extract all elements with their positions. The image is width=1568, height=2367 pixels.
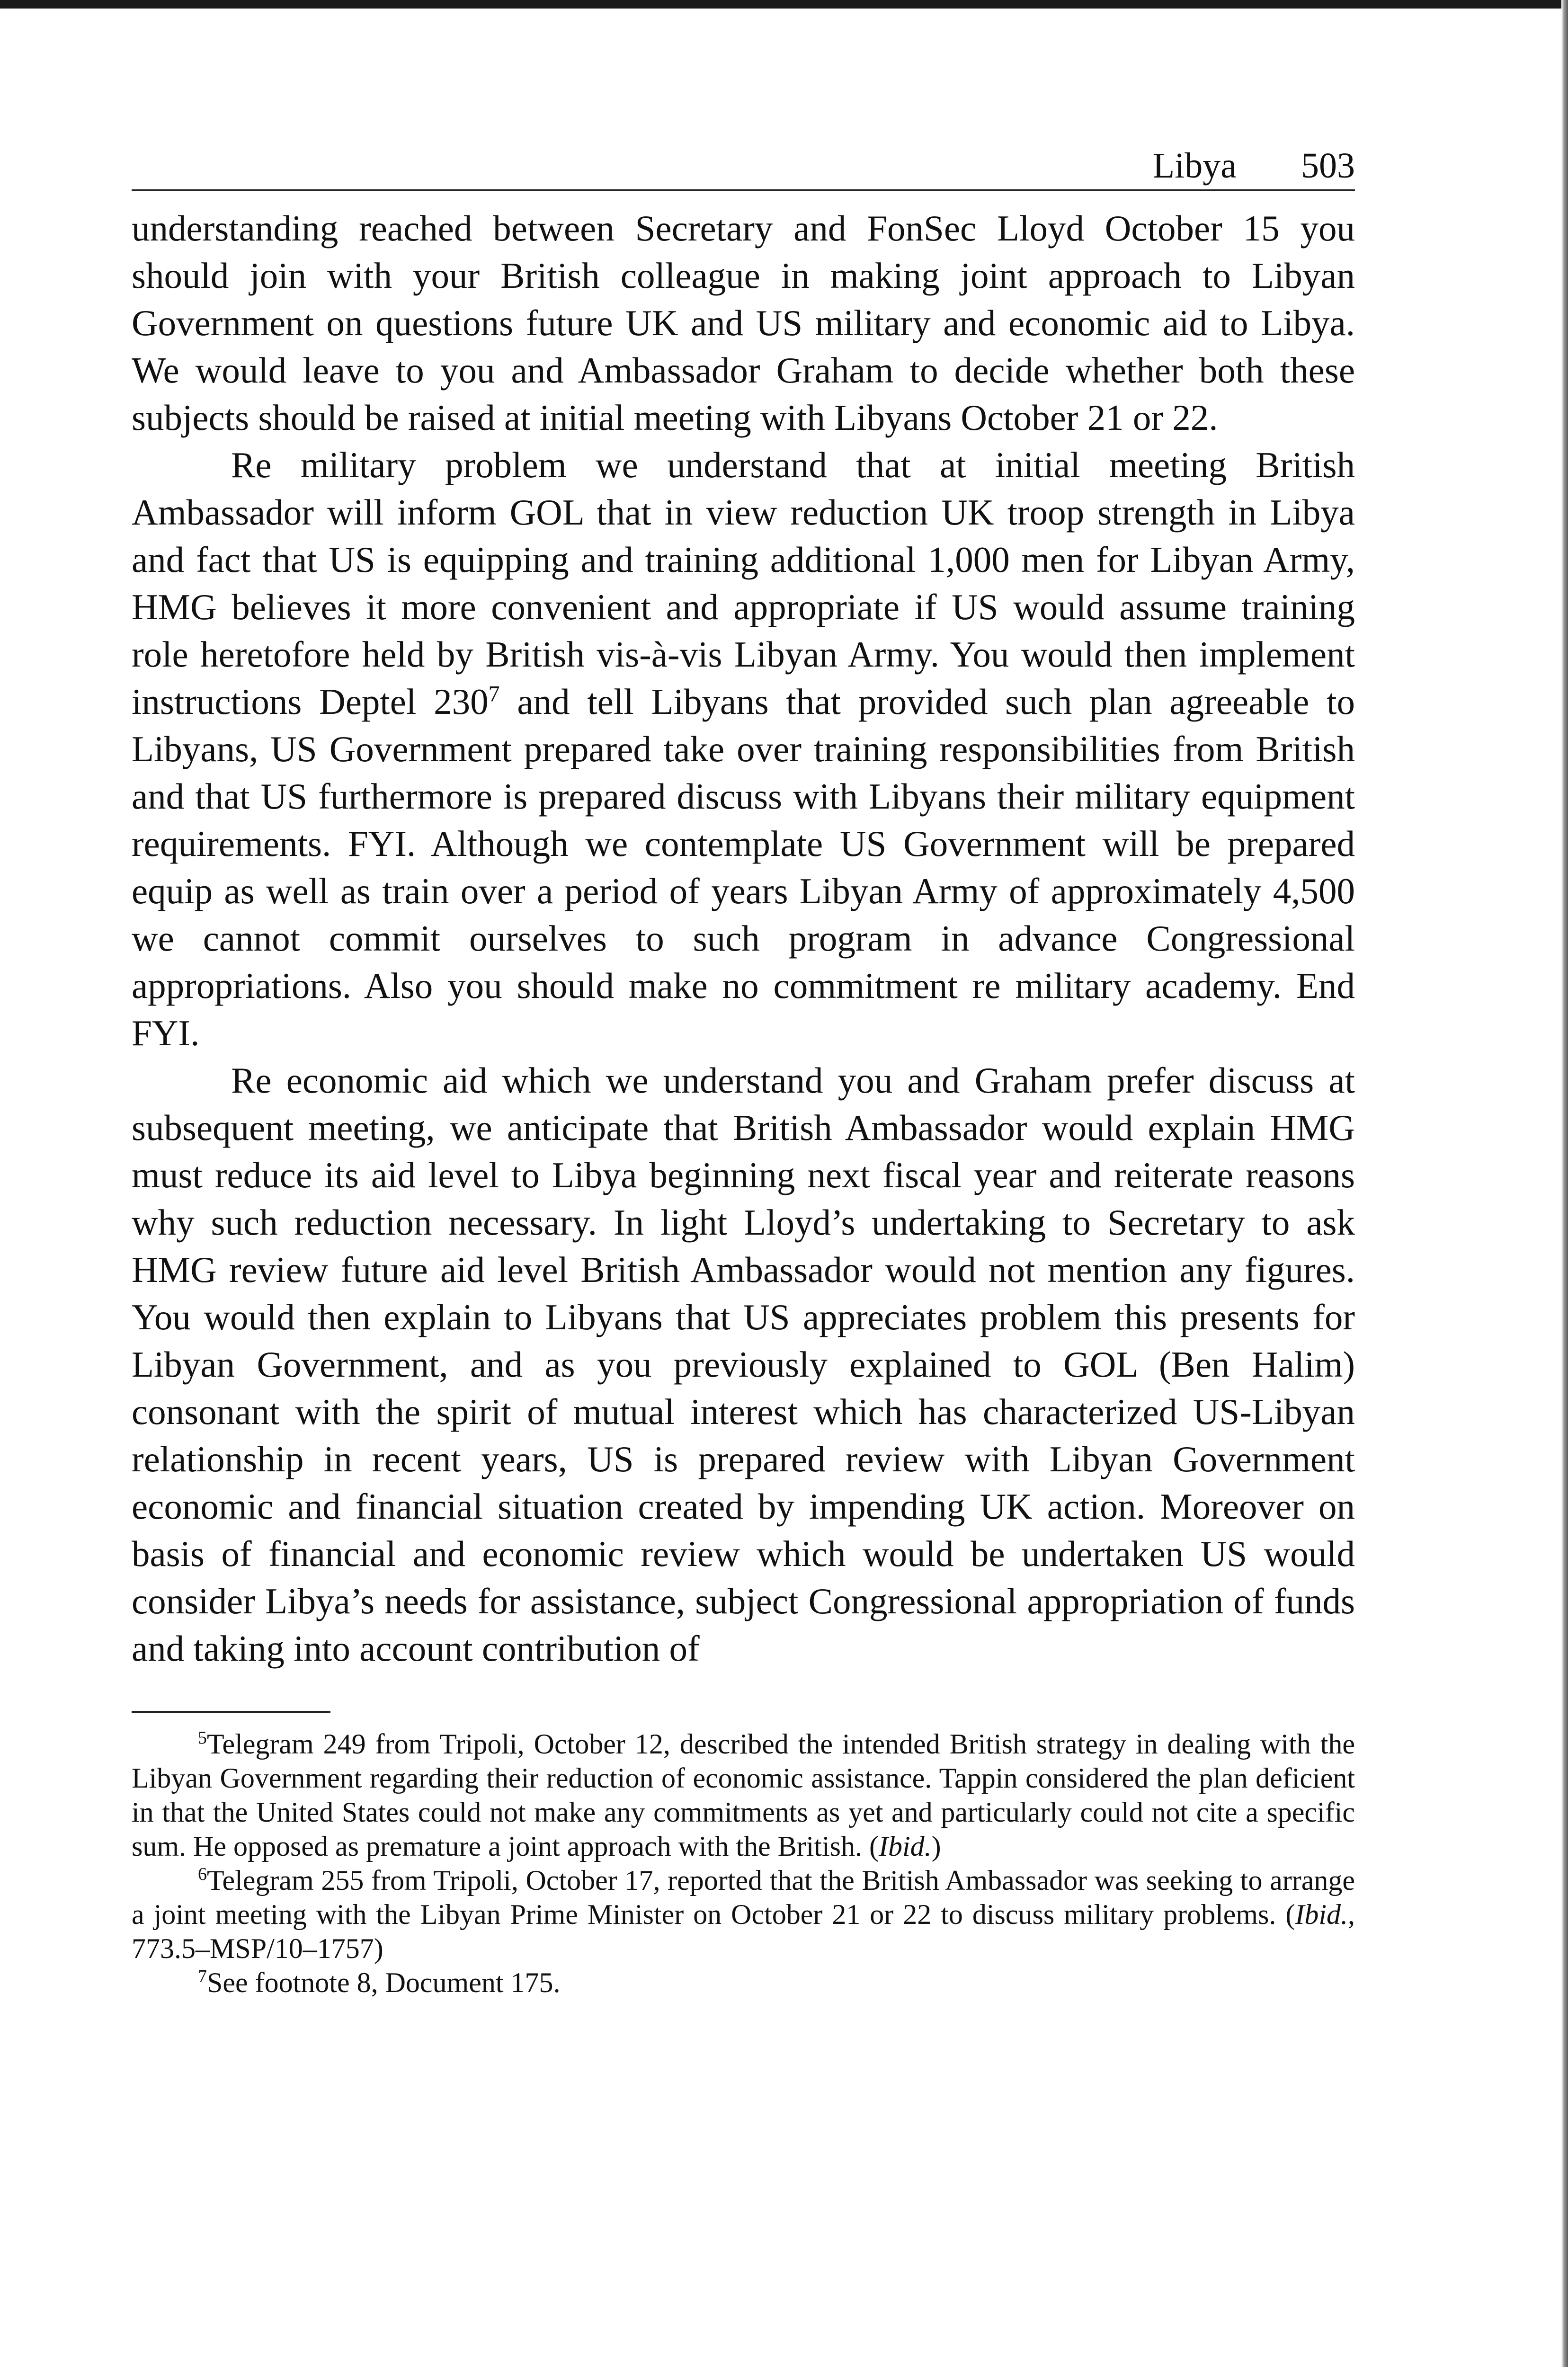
body-text bbox=[132, 205, 1355, 1672]
scan-right-edge bbox=[1561, 0, 1568, 2367]
footnote-divider bbox=[132, 1711, 330, 1713]
footnote-5-ibid: Ibid. bbox=[878, 1831, 932, 1862]
document-page bbox=[132, 142, 1355, 2000]
footnote-5-text: Telegram 249 from Tripoli, October 12, described the intended British strategy in dealing with the Libyan Government regarding their reduction of economic assistance. Tappin considered the plan deficient in that the United States could not make any commitments as yet and particularly could not cite a specific sum. He opposed as premature a joint approach with the British. ( bbox=[132, 1728, 1355, 1862]
page-number: 503 bbox=[1301, 146, 1355, 186]
footnote-7-marker: 7 bbox=[198, 1967, 207, 1986]
header-title: Libya bbox=[1152, 146, 1237, 186]
footnote-5-close: ) bbox=[931, 1831, 941, 1862]
paragraph-1: understanding reached between Secretary and FonSec Lloyd October 15 you should join with your British colleague in making joint approach to Libyan Government on questions future UK and US military and economic aid to Libya. We would leave to you and Ambassador Graham to decide whether both these subjects should be raised at initial meeting with Libyans October 21 or 22. bbox=[132, 208, 1355, 438]
footnote-6-text: Telegram 255 from Tripoli, October 17, reported that the British Ambassador was seeking to arrange a joint meeting with the Libyan Prime Minister on October 21 or 22 to discuss military problems. ( bbox=[132, 1865, 1355, 1930]
footnote-7 bbox=[132, 1966, 1355, 2000]
footnote-5-marker: 5 bbox=[198, 1728, 207, 1748]
footnotes bbox=[132, 1727, 1355, 2000]
paragraph-2-part-b: and tell Libyans that provided such plan agreeable to Libyans, US Government prepared take over training responsibilities from British and that US furthermore is prepared discuss with Libyans their military equipment requirements. FYI. Although we contemplate US Government will be prepared equip as well as train over a period of years Libyan Army of approximately 4,500 we cannot commit ourselves to such program in advance Congressional appropriations. Also you should make no commitment re military academy. End FYI. bbox=[132, 681, 1355, 1053]
footnote-ref-7: 7 bbox=[488, 681, 500, 707]
paragraph-2 bbox=[132, 441, 1355, 1057]
footnote-6-close: , 773.5–MSP/10–1757) bbox=[132, 1899, 1355, 1964]
running-header bbox=[132, 142, 1355, 191]
footnote-6 bbox=[132, 1863, 1355, 1966]
paragraph-3: Re economic aid which we understand you and Graham prefer discuss at subsequent meeting, we anticipate that British Ambassador would explain HMG must reduce its aid level to Libya beginning next fiscal year and reiterate reasons why such reduction necessary. In light Lloyd’s undertaking to Secretary to ask HMG review future aid level British Ambassador would not mention any figures. You would then explain to Libyans that US appreciates problem this presents for Libyan Government, and as you previously explained to GOL (Ben Halim) consonant with the spirit of mutual interest which has characterized US-Libyan relationship in recent years, US is prepared review with Libyan Government economic and financial situation created by impending UK action. Moreover on basis of financial and economic review which would be undertaken US would consider Libya’s needs for assistance, subject Congressional appropriation of funds and taking into account contribution of bbox=[132, 1060, 1355, 1669]
footnote-5 bbox=[132, 1727, 1355, 1863]
paragraph-2-part-a: Re military problem we understand that at initial meeting British Ambassador will inform GOL that in view reduction UK troop strength in Libya and fact that US is equipping and training additional 1,000 men for Libyan Army, HMG believes it more convenient and appropriate if US would assume training role heretofore held by British vis-à-vis Libyan Army. You would then implement instructions Deptel 230 bbox=[132, 445, 1355, 722]
footnote-6-marker: 6 bbox=[198, 1864, 207, 1884]
footnote-6-ibid: Ibid. bbox=[1295, 1899, 1348, 1930]
scan-top-edge bbox=[0, 0, 1568, 9]
footnote-7-text: See footnote 8, Document 175. bbox=[207, 1967, 561, 1998]
